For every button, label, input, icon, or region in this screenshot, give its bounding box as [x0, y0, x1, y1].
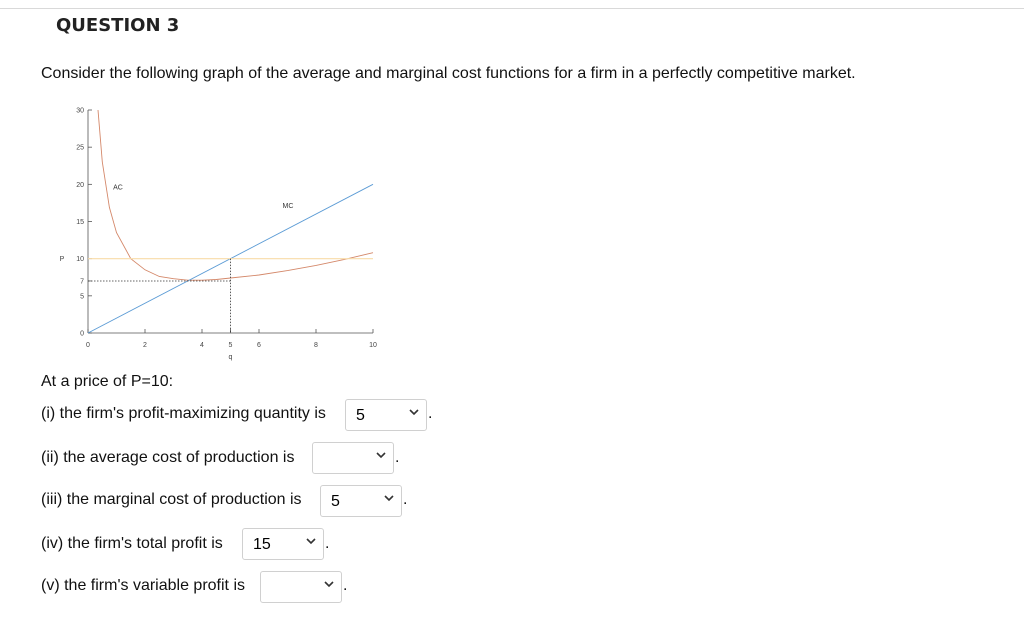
x-tick-label: 10 — [369, 342, 377, 349]
chevron-down-icon — [383, 492, 395, 504]
question-i-label: (i) the firm's profit-maximizing quantity is — [41, 405, 326, 422]
y-axis-label: P — [59, 256, 65, 264]
mc-curve-label: MC — [282, 203, 294, 211]
ac-curve-label: AC — [113, 184, 123, 192]
chevron-down-icon — [305, 535, 317, 547]
chevron-down-icon — [408, 406, 420, 418]
x-tick-label: 8 — [314, 342, 318, 349]
question-iv-selected-value: 15 — [253, 536, 271, 553]
x-tick-label: 6 — [257, 342, 261, 349]
y-tick-label: 30 — [76, 107, 84, 115]
cost-curves-chart — [0, 95, 400, 370]
y-tick-label: 25 — [76, 144, 84, 152]
question-i-selected-value: 5 — [356, 407, 365, 424]
question-ii-label: (ii) the average cost of production is — [41, 449, 295, 466]
question-iii-dropdown[interactable] — [320, 485, 402, 517]
y-tick-label: 20 — [76, 181, 84, 189]
question-iii-selected-value: 5 — [331, 493, 340, 510]
question-iv-dropdown[interactable] — [242, 528, 324, 560]
x-tick-label: 5 — [228, 342, 233, 349]
y-tick-label: 5 — [80, 293, 84, 301]
question-ii-period: . — [395, 449, 400, 466]
x-tick-label: 2 — [143, 342, 147, 349]
x-axis-label: q — [228, 354, 233, 361]
question-ii-dropdown[interactable] — [312, 442, 394, 474]
question-i-dropdown[interactable] — [345, 399, 427, 431]
question-v-period: . — [343, 577, 348, 594]
question-iv-label: (iv) the firm's total profit is — [41, 535, 223, 552]
x-tick-label: 0 — [86, 342, 90, 349]
chevron-down-icon — [323, 578, 335, 590]
question-iv-period: . — [325, 535, 330, 552]
question-v-dropdown[interactable] — [260, 571, 342, 603]
x-tick-label: 4 — [200, 342, 204, 349]
question-iii-period: . — [403, 491, 408, 508]
y-tick-label: 10 — [76, 256, 84, 264]
top-divider — [0, 8, 1024, 9]
y-tick-label: 7 — [80, 278, 84, 286]
price-statement: At a price of P=10: — [41, 373, 174, 390]
question-title: QUESTION 3 — [56, 15, 180, 36]
question-prompt: Consider the following graph of the average and marginal cost functions for a firm in a perfectly competitive market. — [41, 65, 856, 82]
question-iii-label: (iii) the marginal cost of production is — [41, 491, 302, 508]
chevron-down-icon — [375, 449, 387, 461]
question-v-label: (v) the firm's variable profit is — [41, 577, 245, 594]
y-tick-label: 0 — [80, 330, 84, 338]
question-i-period: . — [428, 405, 433, 422]
ac-curve — [98, 110, 373, 280]
y-tick-label: 15 — [76, 219, 84, 226]
